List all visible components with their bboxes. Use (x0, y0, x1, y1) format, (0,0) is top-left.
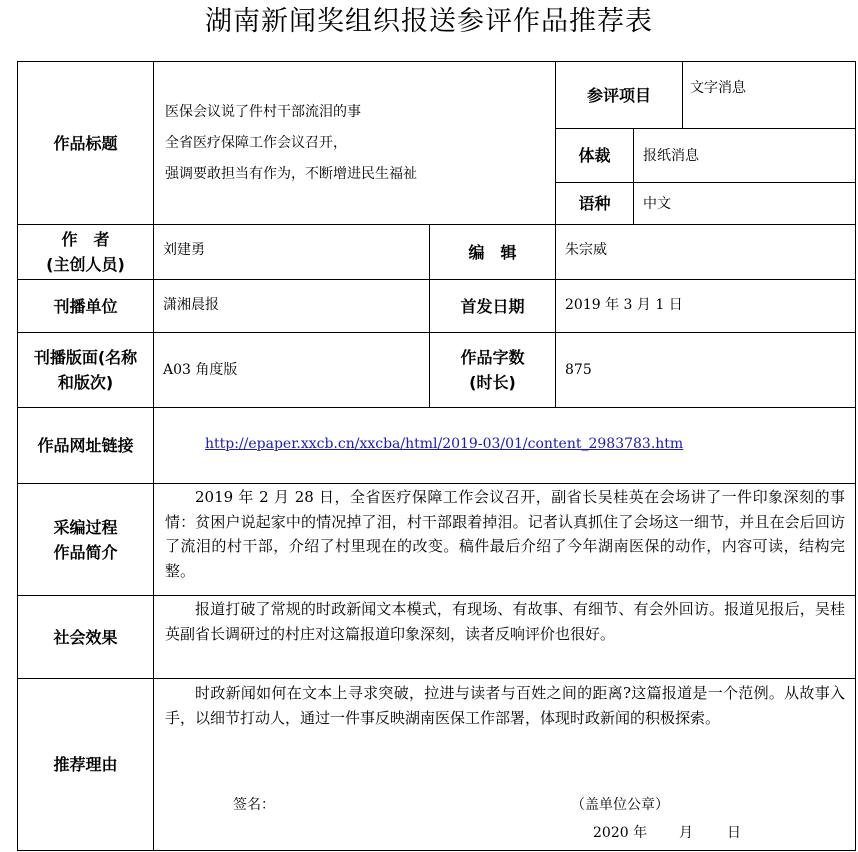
url-label-text: 作品网址链接 (37, 436, 134, 455)
genre-value (643, 129, 843, 182)
date-day: 日 (727, 825, 741, 841)
editor-value (565, 225, 845, 275)
first-date-label (430, 280, 555, 332)
reason-text: 时政新闻如何在文本上寻求突破，拉进与读者与百姓之间的距离?这篇报道是一个范例。从故事入手，以细节打动人，通过一件事反映湖南医保工作部署，体现时政新闻的积极探索。 (165, 684, 845, 727)
genre-label-text: 体裁 (578, 146, 611, 165)
work-url-link[interactable]: http://epaper.xxcb.cn/xxcba/html/2019-03/01/content_2983783.htm (205, 436, 684, 452)
effect-label (18, 596, 153, 678)
publisher-value-text: 潇湘晨报 (163, 297, 219, 313)
genre-label (556, 129, 633, 182)
process-text: 2019 年 2 月 28 日，全省医疗保障工作会议召开，副省长吴桂英在会场讲了一件印象深刻的事情：贫困户说起家中的情况掉了泪，村干部跟着掉泪。记者认真抓住了会场这一细节，并且在会后回访了流泪的村干部，介绍了村里现在的改变。稿件最后介绍了今年湖南医保的动作，内容可读，结构完整。 (165, 488, 845, 580)
reason-label (18, 679, 153, 850)
editor-value-text: 朱宗威 (565, 242, 607, 258)
category-label (556, 62, 682, 128)
url-label (18, 408, 153, 483)
page-value (163, 333, 423, 407)
category-value (690, 78, 850, 108)
author-value (163, 225, 423, 275)
table-border-bottom (17, 850, 856, 851)
word-count-value (565, 333, 845, 407)
process-label-line-2: 作品简介 (53, 542, 118, 562)
editor-label (430, 225, 555, 279)
genre-value-text: 报纸消息 (643, 147, 699, 164)
title-line-2: 全省医疗保障工作会议召开， (165, 134, 347, 151)
title-line-1: 医保会议说了件村干部流泪的事 (165, 103, 361, 120)
page-label-line-1: 刊播版面(名称 (33, 348, 138, 367)
col-divider (633, 128, 634, 224)
page-value-text: A03 角度版 (163, 362, 238, 378)
category-value-text: 文字消息 (690, 80, 746, 96)
col-divider (153, 61, 154, 851)
author-label-line-1: 作 者 (61, 230, 110, 249)
category-label-text: 参评项目 (586, 85, 651, 105)
effect-text: 报道打破了常规的时政新闻文本模式，有现场、有故事、有细节、有会外回访。报道见报后，吴桂英副省长调研过的村庄对这篇报道印象深刻，读者反响评价也很好。 (165, 600, 845, 643)
first-date-label-text: 首发日期 (460, 296, 525, 316)
first-date-value-text: 2019 年 3 月 1 日 (565, 297, 683, 313)
word-count-value-text: 875 (565, 362, 592, 378)
signature-label: 签名： (233, 797, 275, 813)
first-date-value (565, 280, 845, 330)
word-count-label-line-2: (时长) (469, 373, 516, 392)
title-label-text: 作品标题 (53, 133, 118, 153)
date-month: 月 (679, 825, 693, 841)
title-value (165, 62, 550, 224)
col-divider (682, 61, 683, 128)
word-count-label-line-1: 作品字数 (460, 348, 525, 367)
editor-label-text: 编 辑 (468, 242, 517, 262)
page-label (18, 333, 153, 407)
language-value-text: 中文 (643, 195, 671, 212)
process-label-line-1: 采编过程 (53, 517, 118, 537)
process-label (18, 484, 153, 595)
publisher-value (163, 280, 423, 330)
title-line-3: 强调要敢担当有作为，不断增进民生福祉 (165, 165, 417, 182)
seal-label: （盖单位公章） (571, 797, 669, 813)
table-border-right (855, 61, 856, 851)
author-label (18, 225, 153, 279)
language-value (643, 183, 843, 224)
reason-label-text: 推荐理由 (53, 755, 118, 774)
page-title: 湖南新闻奖组织报送参评作品推荐表 (205, 6, 653, 37)
publisher-label (18, 280, 153, 332)
author-value-text: 刘建勇 (163, 242, 205, 258)
word-count-label (430, 333, 555, 407)
date-year: 2020 年 (593, 825, 648, 841)
url-cell (205, 408, 845, 480)
author-label-line-2: (主创人员) (46, 255, 125, 274)
language-label-text: 语种 (578, 194, 611, 213)
publisher-label-text: 刊播单位 (53, 296, 118, 316)
language-label (556, 183, 633, 224)
effect-label-text: 社会效果 (53, 627, 118, 647)
title-label (18, 62, 153, 224)
page-label-line-2: 和版次) (57, 373, 114, 392)
